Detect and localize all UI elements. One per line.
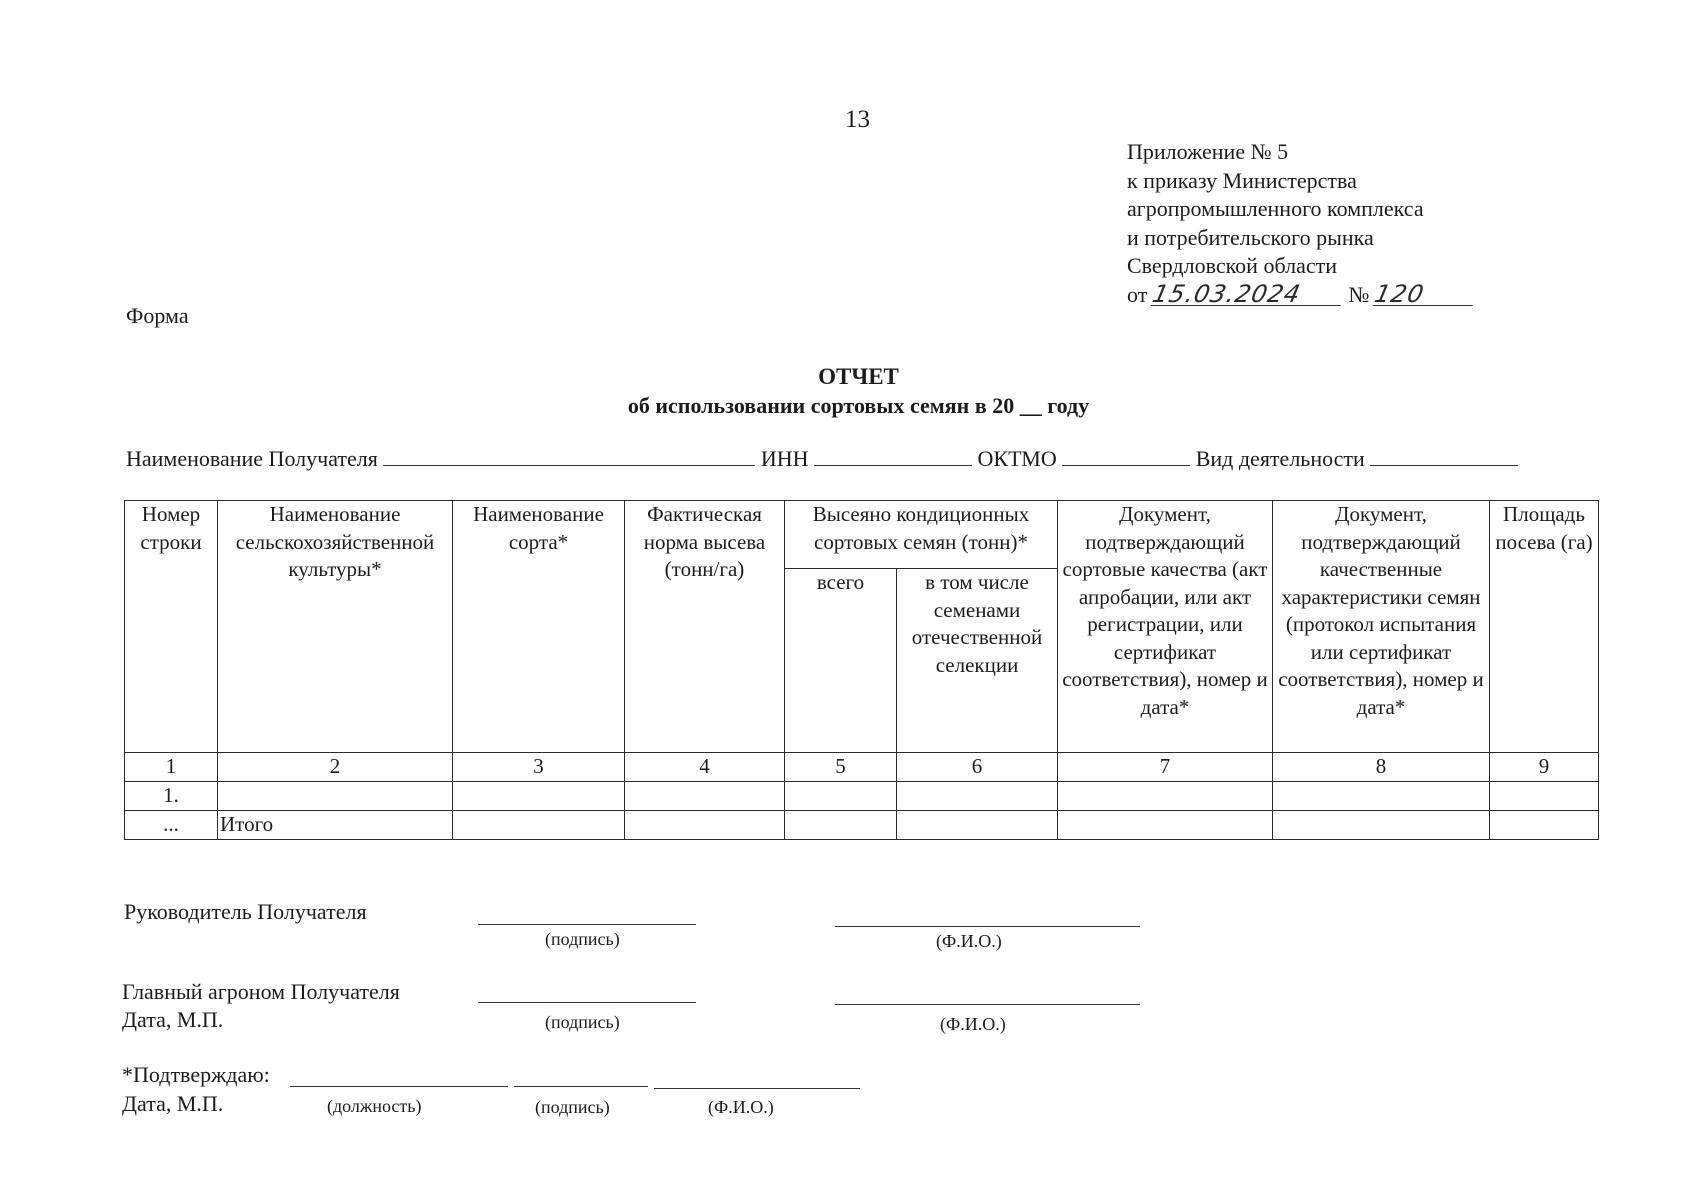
appendix-date-line xyxy=(1127,281,1475,310)
total-label-cell: Итого xyxy=(218,811,453,840)
head-fio-line[interactable] xyxy=(835,926,1140,927)
activity-label: Вид деятельности xyxy=(1195,446,1365,471)
recipient-name-field[interactable] xyxy=(383,445,755,466)
table-cell[interactable] xyxy=(785,782,897,811)
header-sown-domestic: в том числе семенами отечественной селекции xyxy=(897,569,1058,753)
confirm-date-mp: Дата, М.П. xyxy=(122,1091,224,1116)
header-varietal-doc: Документ, подтверждающий сортовые качества (акт апробации, или акт регистрации, или сертификат соответствия), номер и дата* xyxy=(1058,501,1273,753)
recipient-name-label: Наименование Получателя xyxy=(126,446,378,471)
handwritten-number: 120 xyxy=(1372,283,1477,306)
head-signature-line[interactable] xyxy=(478,924,696,925)
table-cell[interactable] xyxy=(453,811,625,840)
agronomist-label: Главный агроном Получателя xyxy=(122,979,400,1004)
col-number-cell: 3 xyxy=(453,753,625,782)
agronomist-date-mp: Дата, М.П. xyxy=(122,1007,224,1032)
confirm-signature-line[interactable] xyxy=(514,1086,648,1087)
signature-caption: (подпись) xyxy=(545,1012,620,1032)
oktmo-field[interactable] xyxy=(1062,445,1190,466)
inn-field[interactable] xyxy=(814,445,972,466)
agronomist-fio-line[interactable] xyxy=(835,1004,1140,1005)
header-row-number: Номер строки xyxy=(125,501,218,753)
header-quality-doc: Документ, подтверждающий качественные характеристики семян (протокол испытания или сертификат соответствия), номер и дата* xyxy=(1273,501,1490,753)
table-row-total xyxy=(125,811,1599,840)
signature-caption: (подпись) xyxy=(545,929,620,949)
number-sign: № xyxy=(1348,281,1370,307)
appendix-line: и потребительского рынка xyxy=(1127,224,1374,250)
table-row xyxy=(125,782,1599,811)
row-number-cell: ... xyxy=(125,811,218,840)
appendix-line: Свердловской области xyxy=(1127,253,1337,278)
confirm-fio-line[interactable] xyxy=(654,1088,860,1089)
table-cell[interactable] xyxy=(453,782,625,811)
report-title: ОТЧЕТ xyxy=(818,364,899,389)
row-number-cell: 1. xyxy=(125,782,218,811)
col-number-cell: 8 xyxy=(1273,753,1490,782)
table-cell[interactable] xyxy=(785,811,897,840)
fio-caption: (Ф.И.О.) xyxy=(940,1014,1006,1034)
col-number-cell: 5 xyxy=(785,753,897,782)
agronomist-signature-line[interactable] xyxy=(478,1002,696,1003)
col-number-cell: 9 xyxy=(1490,753,1599,782)
table-cell[interactable] xyxy=(1058,782,1273,811)
appendix-line: агропромышленного комплекса xyxy=(1127,196,1424,221)
position-caption: (должность) xyxy=(327,1096,422,1116)
fio-caption: (Ф.И.О.) xyxy=(936,931,1002,951)
form-label: Форма xyxy=(126,303,189,328)
table-cell[interactable] xyxy=(625,782,785,811)
handwritten-date: 15.03.2024 xyxy=(1150,283,1345,306)
table-cell[interactable] xyxy=(1273,811,1490,840)
page-number: 13 xyxy=(845,106,870,133)
inn-label: ИНН xyxy=(760,446,809,471)
report-subtitle: об использовании сортовых семян в 20 __ году xyxy=(627,393,1090,418)
col-number-cell: 7 xyxy=(1058,753,1273,782)
table-cell[interactable] xyxy=(1490,811,1599,840)
header-sown-group: Высеяно кондиционных сортовых семян (тонн)* xyxy=(785,501,1058,569)
table-cell[interactable] xyxy=(897,782,1058,811)
signature-caption: (подпись) xyxy=(535,1097,610,1117)
header-area: Площадь посева (га) xyxy=(1490,501,1599,753)
appendix-line: Приложение № 5 xyxy=(1127,139,1289,164)
date-prefix: от xyxy=(1127,281,1148,307)
table-cell[interactable] xyxy=(1058,811,1273,840)
col-number-cell: 2 xyxy=(218,753,453,782)
oktmo-label: ОКТМО xyxy=(977,446,1057,471)
fio-caption: (Ф.И.О.) xyxy=(708,1097,774,1117)
head-label: Руководитель Получателя xyxy=(124,899,367,924)
appendix-block xyxy=(1127,138,1475,309)
header-variety: Наименование сорта* xyxy=(453,501,625,753)
activity-field[interactable] xyxy=(1370,445,1518,466)
confirm-position-line[interactable] xyxy=(290,1086,508,1087)
header-sown-total: всего xyxy=(785,569,897,753)
table-cell[interactable] xyxy=(897,811,1058,840)
recipient-line xyxy=(126,445,1518,472)
table-cell[interactable] xyxy=(218,782,453,811)
col-number-cell: 6 xyxy=(897,753,1058,782)
table-cell[interactable] xyxy=(1490,782,1599,811)
report-table xyxy=(124,500,1599,840)
appendix-line: к приказу Министерства xyxy=(1127,167,1357,193)
header-seeding-rate: Фактическая норма высева (тонн/га) xyxy=(625,501,785,753)
table-cell[interactable] xyxy=(1273,782,1490,811)
confirm-label: *Подтверждаю: xyxy=(122,1062,270,1087)
header-crop: Наименование сельскохозяйственной культуры* xyxy=(218,501,453,753)
col-number-cell: 1 xyxy=(125,753,218,782)
table-cell[interactable] xyxy=(625,811,785,840)
col-number-cell: 4 xyxy=(625,753,785,782)
